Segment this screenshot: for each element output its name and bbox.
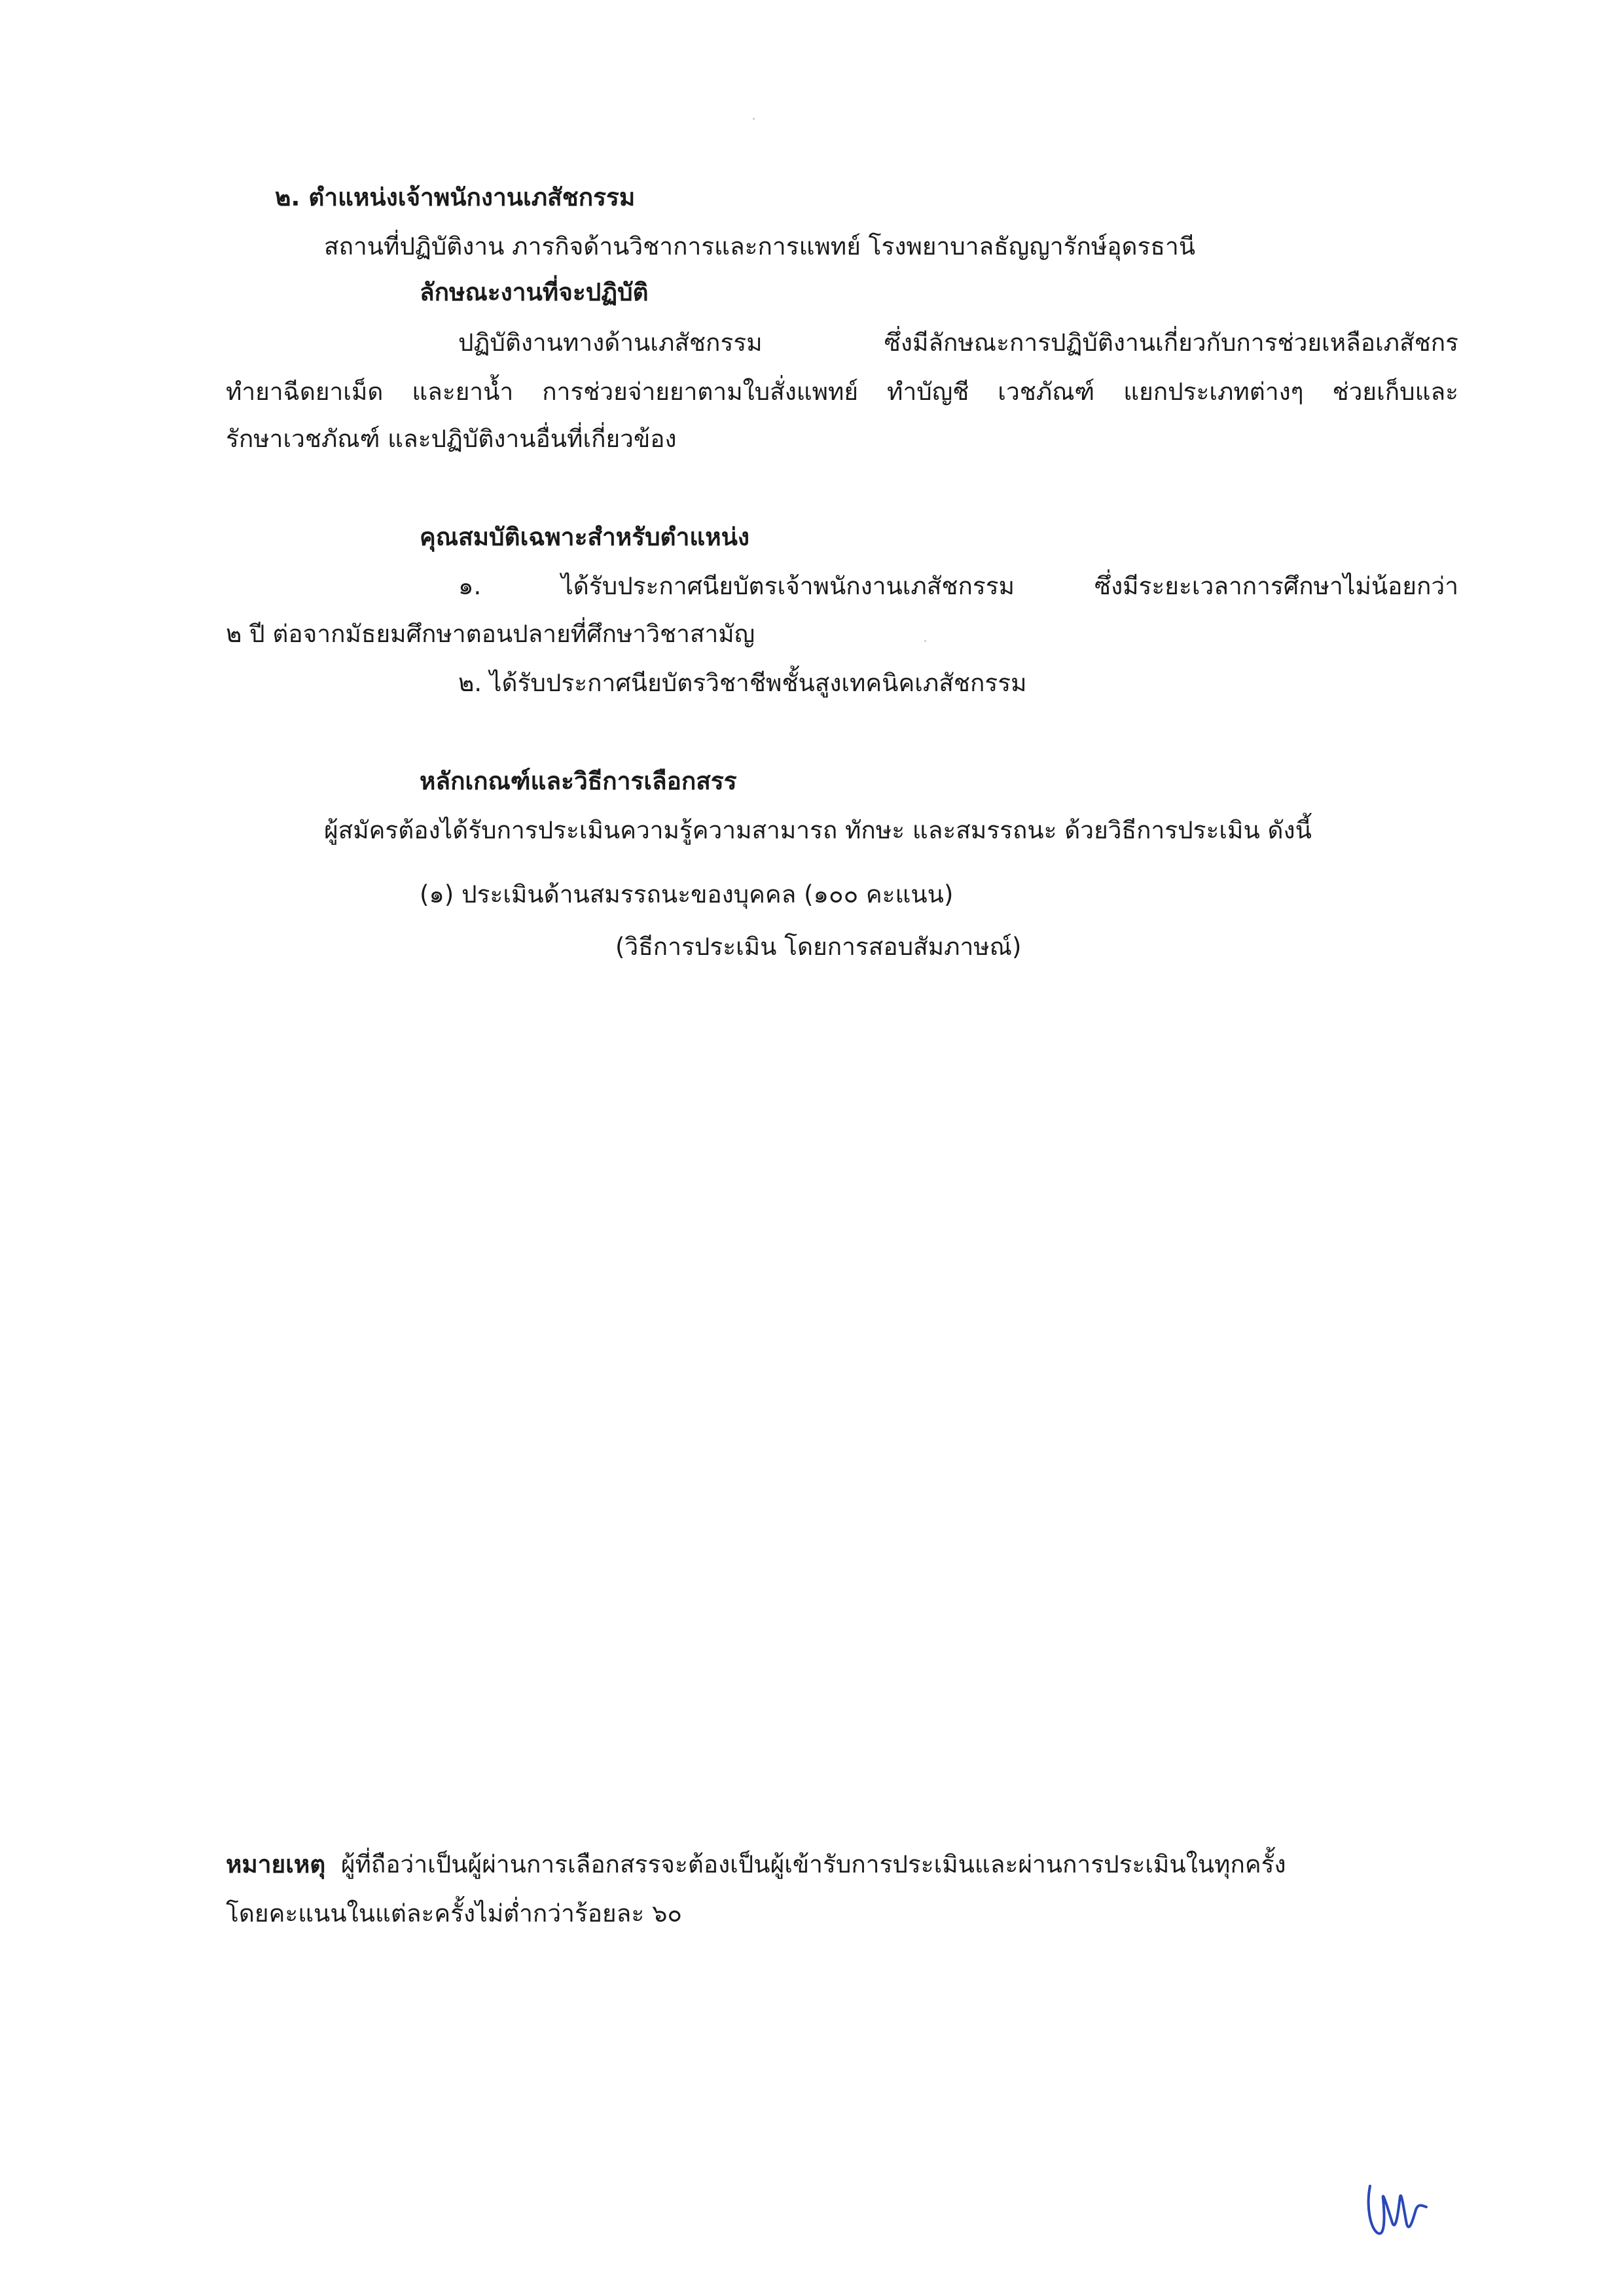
qualification-line-2: ๒ ปี ต่อจากมัธยมศึกษาตอนปลายที่ศึกษาวิชาสามัญ bbox=[226, 620, 755, 648]
note-text-1: ผู้ที่ถือว่าเป็นผู้ผ่านการเลือกสรรจะต้องเป็นผู้เข้ารับการประเมินและผ่านการประเมินในทุกครั้ง bbox=[340, 1850, 1286, 1878]
duties-line-1: ปฏิบัติงานทางด้านเภสัชกรรม ซึ่งมีลักษณะการปฏิบัติงานเกี่ยวกับการช่วยเหลือเภสัชกร bbox=[458, 329, 1458, 357]
scan-speck bbox=[924, 640, 926, 642]
duties-line-2: ทำยาฉีดยาเม็ด และยาน้ำ การช่วยจ่ายยาตามใบสั่งแพทย์ ทำบัญชี เวชภัณฑ์ แยกประเภทต่างๆ ช่วยเก็บและ bbox=[226, 378, 1458, 406]
duties-heading: ลักษณะงานที่จะปฏิบัติ bbox=[420, 278, 649, 306]
section-heading: ๒. ตำแหน่งเจ้าพนักงานเภสัชกรรม bbox=[275, 183, 636, 211]
scan-speck bbox=[753, 118, 755, 120]
signature-mark bbox=[1358, 2160, 1443, 2245]
note-line-2: โดยคะแนนในแต่ละครั้งไม่ต่ำกว่าร้อยละ ๖๐ bbox=[226, 1899, 683, 1928]
qualification-line-1: ๑. ได้รับประกาศนียบัตรเจ้าพนักงานเภสัชกรรม ซึ่งมีระยะเวลาการศึกษาไม่น้อยกว่า bbox=[458, 572, 1458, 600]
qualifications-heading: คุณสมบัติเฉพาะสำหรับตำแหน่ง bbox=[420, 523, 749, 551]
workplace-line: สถานที่ปฏิบัติงาน ภารกิจด้านวิชาการและการแพทย์ โรงพยาบาลธัญญารักษ์อุดรธานี bbox=[324, 232, 1196, 260]
note-line-1 bbox=[226, 1852, 1286, 1876]
selection-intro: ผู้สมัครต้องได้รับการประเมินความรู้ความสามารถ ทักษะ และสมรรถนะ ด้วยวิธีการประเมิน ดังนี้ bbox=[324, 816, 1312, 844]
selection-method: (วิธีการประเมิน โดยการสอบสัมภาษณ์) bbox=[615, 933, 1022, 961]
selection-heading: หลักเกณฑ์และวิธีการเลือกสรร bbox=[420, 767, 737, 795]
qualification-line-3: ๒. ได้รับประกาศนียบัตรวิชาชีพชั้นสูงเทคนิคเภสัชกรรม bbox=[458, 669, 1027, 697]
selection-item: (๑) ประเมินด้านสมรรถนะของบุคคล (๑๐๐ คะแนน) bbox=[420, 880, 954, 908]
note-label: หมายเหตุ bbox=[226, 1850, 326, 1878]
duties-line-3: รักษาเวชภัณฑ์ และปฏิบัติงานอื่นที่เกี่ยวข้อง bbox=[226, 425, 677, 453]
